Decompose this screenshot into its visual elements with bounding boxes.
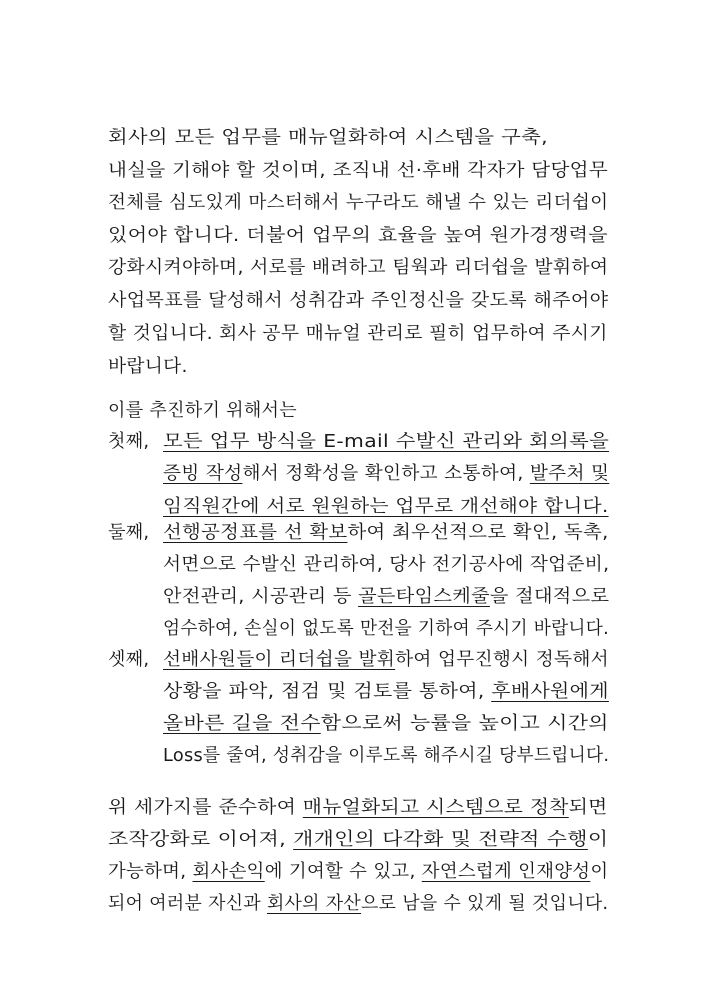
- paragraph-line: 내실을 기해야 할 것이며, 조직내 선·후배 각자가 담당업무: [108, 160, 609, 181]
- item-marker: 첫째,: [108, 431, 150, 452]
- underlined-phrase: 증빙 작성: [163, 463, 243, 484]
- item-line: [163, 585, 609, 609]
- item-line: [163, 712, 609, 736]
- text-span: 안전관리, 시공관리 등: [163, 586, 359, 607]
- underlined-phrase: 회사손익: [192, 861, 265, 882]
- conclusion-line: [108, 828, 608, 852]
- underlined-phrase: 모든 업무 방식을 E-mail 수발신 관리와 회의록을: [163, 431, 610, 452]
- item-line: [163, 744, 609, 768]
- underlined-phrase: 매뉴얼화되고 시스템으로 정착: [302, 797, 569, 818]
- text-span: 이: [587, 829, 609, 850]
- text-span: 상황을 파악, 점검 및 검토를 통하여,: [163, 681, 492, 702]
- text-span: 되면: [568, 797, 608, 818]
- underlined-phrase: 선배사원들이 리더쉽을 발휘: [163, 649, 396, 670]
- underlined-phrase: 회사의 자산: [266, 893, 362, 914]
- text-span: 을 절대적으로: [489, 586, 610, 607]
- underlined-phrase: 발주처 및: [529, 463, 610, 484]
- text-span: 함으로써 능률을 높이고 시간의: [320, 713, 609, 734]
- underlined-phrase: 임직원간에 서로 원원하는 업무로 개선해야 합니다.: [163, 496, 609, 517]
- text-span: 위 세가지를 준수하여: [108, 797, 303, 818]
- item-marker: 셋째,: [108, 649, 150, 670]
- underlined-phrase: 선행공정표를 선 확보: [163, 522, 348, 543]
- text-span: 해서 정확성을 확인하고 소통하여,: [242, 463, 530, 484]
- paragraph-line: 있어야 합니다. 더불어 업무의 효율을 높여 원가경쟁력을: [108, 225, 608, 246]
- paragraph-line: 회사의 모든 업무를 매뉴얼화하여 시스템을 구축,: [108, 127, 548, 148]
- underlined-phrase: 자연스럽게 인재양성: [421, 861, 591, 882]
- item-line: [163, 617, 609, 641]
- conclusion-line: [108, 860, 608, 884]
- item-line: [163, 495, 609, 519]
- conclusion-line: [108, 796, 608, 820]
- underlined-phrase: 개개인의 다각화 및 전략적 수행: [293, 829, 588, 850]
- item-line: [163, 553, 609, 577]
- text-span: 으로 남을 수 있게 될 것입니다.: [361, 893, 609, 914]
- item-line: [163, 648, 609, 672]
- underlined-phrase: 올바른 길을 전수: [163, 713, 321, 734]
- text-span: 하여 최우선적으로 확인, 독촉,: [347, 522, 609, 543]
- paragraph-line: 강화시켜야하며, 서로를 배려하고 팀웍과 리더쉽을 발휘하여: [108, 257, 609, 278]
- text-span: 조작강화로 이어져,: [108, 829, 294, 850]
- item-line: [163, 521, 609, 545]
- text-span: 하여 업무진행시 정독해서: [395, 649, 609, 670]
- text-span: Loss를 줄여, 성취감을 이루도록 해주시길 당부드립니다.: [163, 745, 610, 766]
- text-span: 에 기여할 수 있고,: [264, 861, 422, 882]
- item-line: [163, 462, 609, 486]
- paragraph-line: 바랍니다.: [108, 356, 188, 377]
- underlined-phrase: 후배사원에게: [491, 681, 609, 702]
- item-line: [163, 430, 609, 454]
- paragraph-line: 사업목표를 달성해서 성취감과 주인정신을 갖도록 해주어야: [108, 290, 609, 311]
- text-span: 가능하며,: [108, 861, 193, 882]
- conclusion-line: [108, 892, 608, 916]
- item-marker: 둘째,: [108, 522, 150, 543]
- underlined-phrase: 골든타임스케줄: [358, 586, 490, 607]
- text-span: 되어 여러분 자신과: [108, 893, 267, 914]
- paragraph-line: 전체를 심도있게 마스터해서 누구라도 해낼 수 있는 리더쉽이: [108, 192, 609, 213]
- text-span: 엄수하여, 손실이 없도록 만전을 기하여 주시기 바랍니다.: [163, 618, 609, 639]
- text-span: 이: [590, 861, 609, 882]
- action-intro-line: 이를 추진하기 위해서는: [108, 400, 297, 421]
- paragraph-line: 할 것입니다. 회사 공무 매뉴얼 관리로 필히 업무하여 주시기: [108, 323, 608, 344]
- text-span: 서면으로 수발신 관리하여, 당사 전기공사에 작업준비,: [163, 554, 610, 575]
- item-line: [163, 680, 609, 704]
